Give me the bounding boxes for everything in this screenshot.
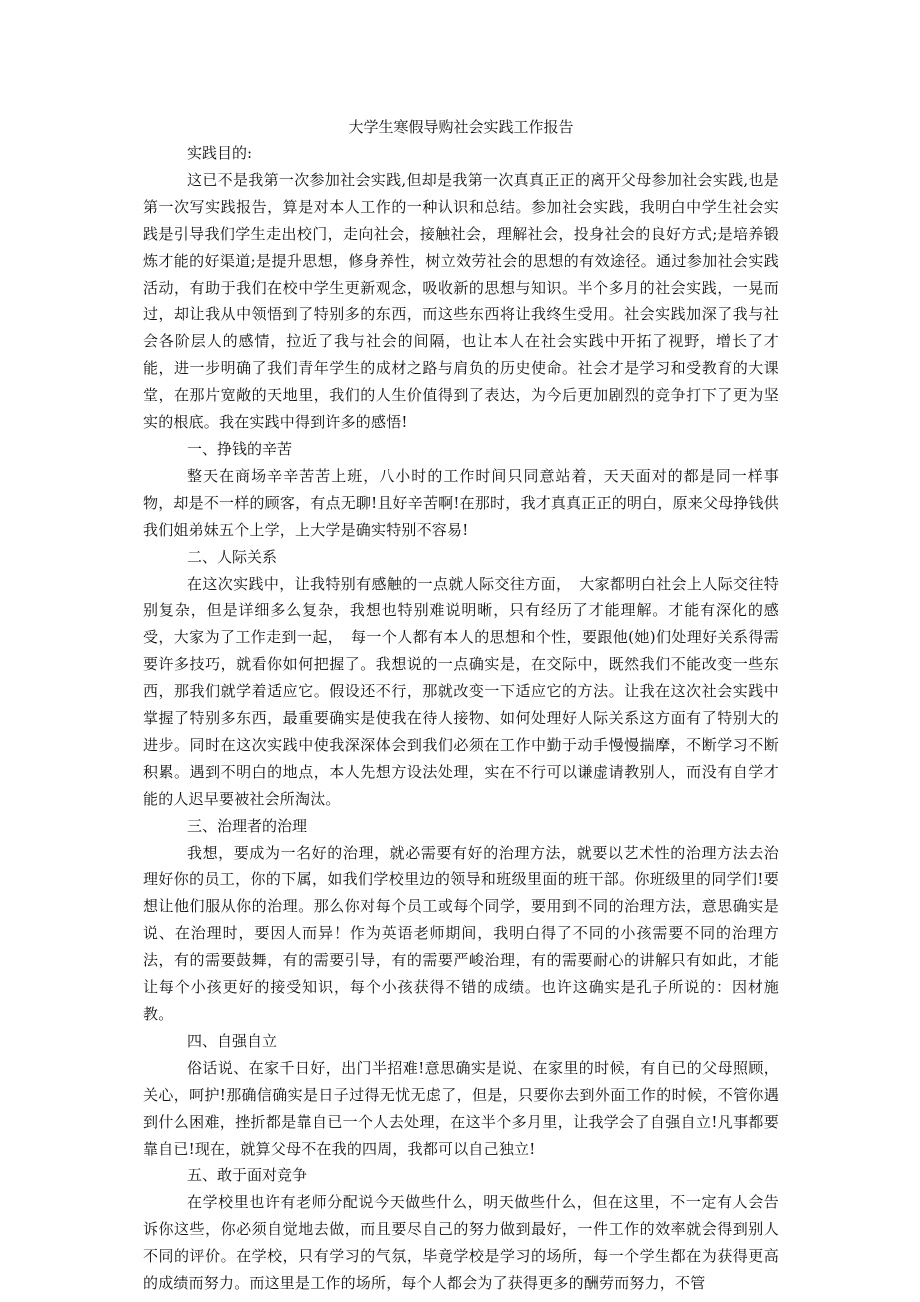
- section-body-relationships: 在这次实践中，让我特别有感触的一点就人际交往方面， 大家都明白社会上人际交往特别复杂，但是详细多么复杂，我想也特别难说明晰，只有经历了才能理解。才能有深化的感受，大家为了工作走到一起， 每一个人都有本人的思想和个性，要跟他(她)们处理好关系得需要许多技巧，就看你如何把握了。我想说的一点确实是，在交际中，既然我们不能改变一些东西，那我们就学着适应它。假设还不行，那就改变一下适应它的方法。让我在这次社会实践中掌握了特别多东西，最重要确实是使我在待人接物、如何处理好人际关系这方面有了特别大的进步。同时在这次实践中使我深深体会到我们必须在工作中勤于动手慢慢揣摩，不断学习不断积累。遇到不明白的地点，本人先想方设法处理，实在不行可以谦虚请教别人，而没有自学才能的人迟早要被社会所淘汰。: [143, 574, 779, 808]
- document-page: [143, 114, 779, 1297]
- purpose-heading: 实践目的:: [187, 144, 253, 162]
- section-heading-earning: 一、挣钱的辛苦: [187, 439, 293, 458]
- section-heading-competition: 五、敢于面对竞争: [187, 1166, 308, 1185]
- section-body-self-reliance: 俗话说、在家千日好，出门半招难!意思确实是说、在家里的时候，有自已的父母照顾，关心，呵护!那确信确实是日子过得无忧无虑了，但是，只要你去到外面工作的时候，不管你遇到什么困难，挫折都是靠自已一个人去处理，在这半个多月里，让我学会了自强自立!凡事都要靠自已!现在，就算父母不在我的四周，我都可以自己独立!: [143, 1058, 779, 1158]
- document-title: 大学生寒假导购社会实践工作报告: [348, 118, 574, 136]
- section-body-management: 我想，要成为一名好的治理，就必需要有好的治理方法，就要以艺术性的治理方法去治理好你的员工，你的下属，如我们学校里边的领导和班级里面的班干部。你班级里的同学们!要想让他们服从你的治理。那么你对每个员工或每个同学，要用到不同的治理方法，意思确实是说、在治理时，要因人而异！作为英语老师期间，我明白得了不同的小孩需要不同的治理方法，有的需要鼓舞，有的需要引导，有的需要严峻治理，有的需要耐心的讲解只有如此，才能让每个小孩更好的接受知识，每个小孩获得不错的成绩。也许这确实是孔子所说的：因材施教。: [143, 843, 779, 1023]
- section-heading-management: 三、治理者的治理: [187, 816, 308, 835]
- section-heading-relationships: 二、人际关系: [187, 547, 278, 566]
- section-body-earning: 整天在商场辛辛苦苦上班，八小时的工作时间只同意站着，天天面对的都是同一样事物，却是不一样的顾客，有点无聊!且好辛苦啊!在那时，我才真真正正的明白，原来父母挣钱供我们姐弟妹五个上学，上大学是确实特别不容易!: [143, 466, 779, 539]
- intro-paragraph: 这已不是我第一次参加社会实践,但却是我第一次真真正正的离开父母参加社会实践,也是第一次写实践报告，算是对本人工作的一种认识和总结。参加社会实践，我明白中学生社会实践是引导我们学生走出校门，走向社会，接触社会，理解社会，投身社会的良好方式;是培养锻炼才能的好渠道;是提升思想，修身养性，树立效劳社会的思想的有效途径。通过参加社会实践活动，有助于我们在校中学生更新观念，吸收新的思想与知识。半个多月的社会实践，一晃而过，却让我从中领悟到了特别多的东西，而这些东西将让我终生受用。社会实践加深了我与社会各阶层人的感情，拉近了我与社会的间隔，也让本人在社会实践中开拓了视野，增长了才能，进一步明确了我们青年学生的成材之路与肩负的历史使命。社会才是学习和受教育的大课堂，在那片宽敞的天地里，我们的人生价值得到了表达，为今后更加剧烈的竞争打下了更为坚实的根底。我在实践中得到许多的感悟!: [143, 170, 779, 432]
- section-heading-self-reliance: 四、自强自立: [187, 1031, 278, 1050]
- section-body-competition: 在学校里也许有老师分配说今天做些什么，明天做些什么，但在这里，不一定有人会告诉你这些，你必须自觉地去做，而且要尽自己的努力做到最好，一件工作的效率就会得到别人不同的评价。在学校，只有学习的气氛，毕竟学校是学习的场所，每一个学生都在为获得更高的成绩而努力。而这里是工作的场所，每个人都会为了获得更多的酬劳而努力，不管: [143, 1193, 779, 1293]
